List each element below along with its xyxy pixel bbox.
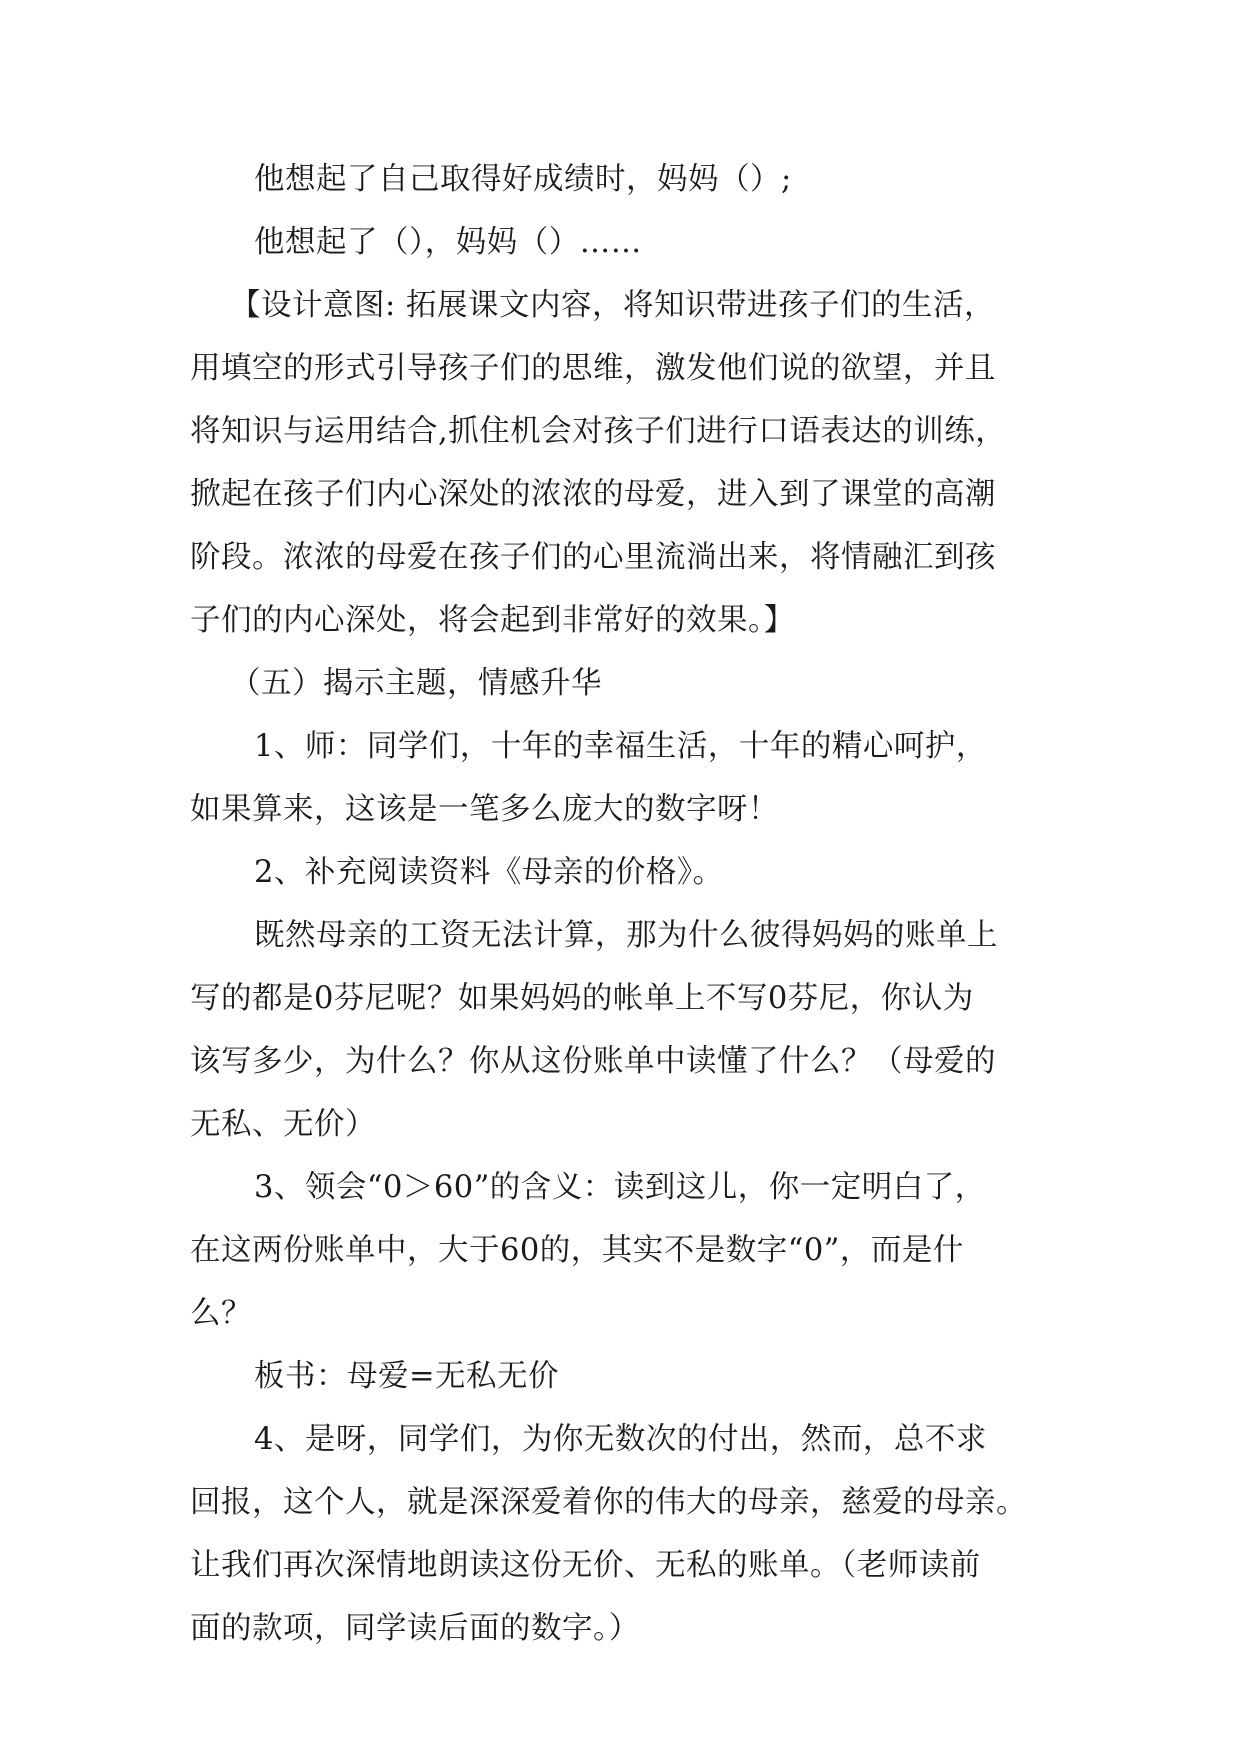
- paragraph-item-2: [190, 841, 1058, 904]
- text-line: 用填空的形式引导孩子们的思维，激发他们说的欲望，并且: [190, 351, 996, 386]
- text-line: 他想起了（），妈妈（）……: [254, 225, 642, 260]
- text-line: 让我们再次深情地朗读这份无价、无私的账单。（老师读前: [190, 1548, 981, 1583]
- text-line: 如果算来，这该是一笔多么庞大的数字呀！: [190, 792, 779, 827]
- section-heading: [190, 652, 1058, 715]
- text-line: 将知识与运用结合,抓住机会对孩子们进行口语表达的训练，: [190, 414, 1007, 449]
- paragraph-item-1: [190, 715, 1058, 841]
- paragraph-mother-memory-2: [190, 211, 1058, 274]
- paragraph-mother-memory-1: [190, 148, 1058, 211]
- paragraph-bill-question: [190, 904, 1058, 1156]
- text-line: 他想起了自己取得好成绩时，妈妈（）;: [254, 162, 792, 197]
- text-line: 在这两份账单中，大于60的，其实不是数字“0”，而是什: [190, 1233, 964, 1268]
- text-line: （五）揭示主题，情感升华: [230, 666, 602, 701]
- text-line: 2、补充阅读资料《母亲的价格》。: [254, 855, 724, 890]
- text-line: 写的都是0芬尼呢？如果妈妈的帐单上不写0芬尼，你认为: [190, 981, 974, 1016]
- text-line: 4、是呀，同学们，为你无数次的付出，然而，总不求: [254, 1422, 987, 1457]
- text-line: 子们的内心深处，将会起到非常好的效果。】: [190, 603, 795, 638]
- text-line: 3、领会“0＞60”的含义：读到这儿，你一定明白了，: [254, 1170, 986, 1205]
- text-line: 1、师：同学们，十年的幸福生活，十年的精心呵护，: [254, 729, 987, 764]
- text-line: 该写多少，为什么？你从这份账单中读懂了什么？（母爱的: [190, 1044, 996, 1079]
- text-line: 无私、无价）: [190, 1107, 376, 1142]
- paragraph-item-3: [190, 1156, 1058, 1345]
- document-page: [190, 148, 1058, 1660]
- text-line: 阶段。浓浓的母爱在孩子们的心里流淌出来，将情融汇到孩: [190, 540, 996, 575]
- paragraph-blackboard: [190, 1345, 1058, 1408]
- text-line: 既然母亲的工资无法计算，那为什么彼得妈妈的账单上: [254, 918, 998, 953]
- text-line: 板书：母爱=无私无价: [254, 1359, 560, 1394]
- paragraph-item-4: [190, 1408, 1058, 1660]
- text-line: 回报，这个人，就是深深爱着你的伟大的母亲，慈爱的母亲。: [190, 1485, 1027, 1520]
- text-line: 么？: [190, 1296, 252, 1331]
- paragraph-design-intent: [190, 274, 1058, 652]
- text-line: 掀起在孩子们内心深处的浓浓的母爱，进入到了课堂的高潮: [190, 477, 996, 512]
- text-line: 面的款项，同学读后面的数字。）: [190, 1611, 640, 1646]
- text-line: 【设计意图: 拓展课文内容，将知识带进孩子们的生活，: [230, 288, 995, 323]
